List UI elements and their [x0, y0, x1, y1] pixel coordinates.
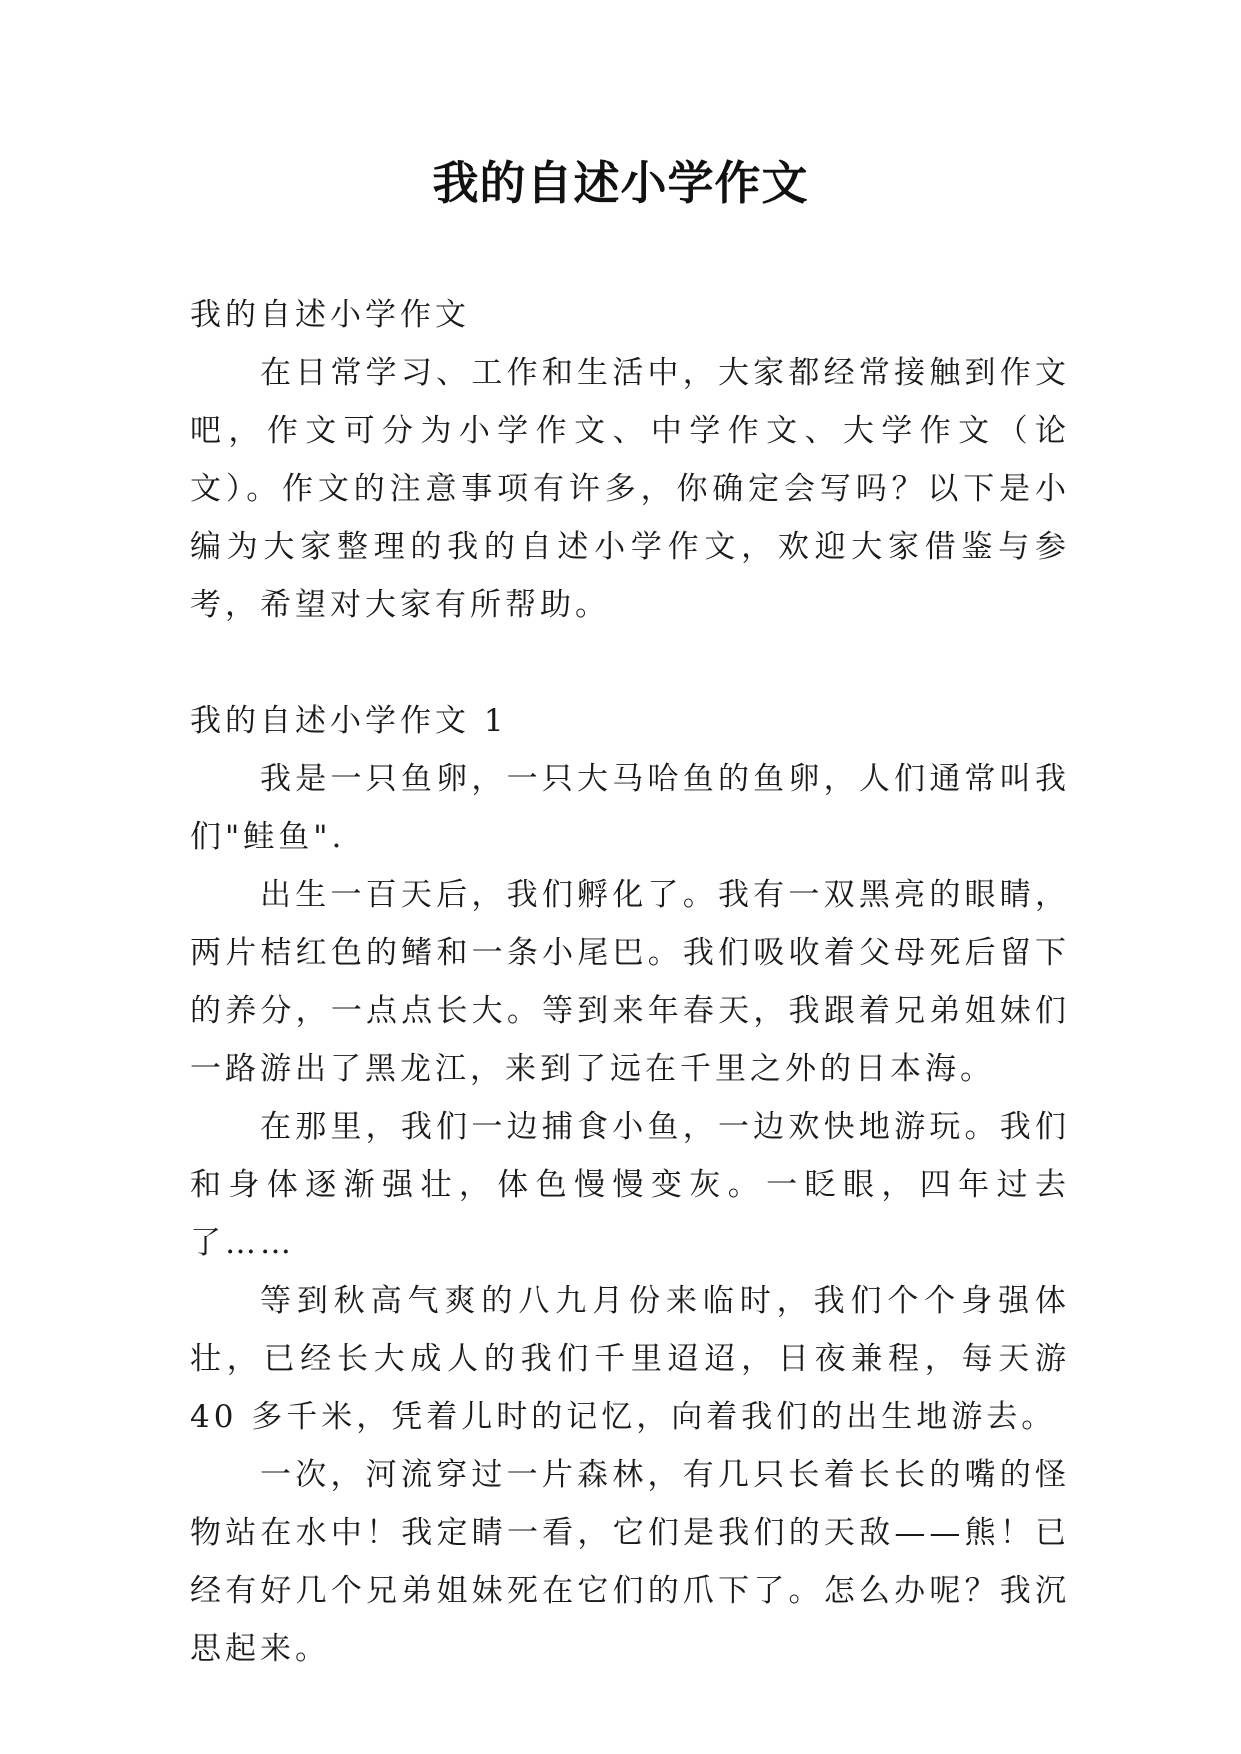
document-title: 我的自述小学作文 — [432, 156, 809, 210]
intro-paragraph: 在日常学习、工作和生活中，大家都经常接触到作文吧，作文可分为小学作文、中学作文、大学作文（论文）。作文的注意事项有许多，你确定会写吗？以下是小编为大家整理的我的自述小学作文，欢迎大家借鉴与参考，希望对大家有所帮助。 — [190, 355, 1070, 623]
document-body — [190, 286, 1070, 1678]
paragraph-1: 我是一只鱼卵，一只大马哈鱼的鱼卵，人们通常叫我们"鲑鱼". — [190, 761, 1070, 855]
section-heading: 我的自述小学作文 1 — [190, 703, 508, 739]
intro-heading: 我的自述小学作文 — [190, 297, 470, 333]
paragraph-3: 在那里，我们一边捕食小鱼，一边欢快地游玩。我们和身体逐渐强壮，体色慢慢变灰。一眨眼，四年过去了…… — [190, 1109, 1070, 1261]
paragraph-2: 出生一百天后，我们孵化了。我有一双黑亮的眼睛，两片桔红色的鳍和一条小尾巴。我们吸收着父母死后留下的养分，一点点长大。等到来年春天，我跟着兄弟姐妹们一路游出了黑龙江，来到了远在千里之外的日本海。 — [190, 877, 1070, 1087]
paragraph-4: 等到秋高气爽的八九月份来临时，我们个个身强体壮，已经长大成人的我们千里迢迢，日夜兼程，每天游 40 多千米，凭着儿时的记忆，向着我们的出生地游去。 — [190, 1283, 1070, 1435]
section-spacer — [190, 634, 1070, 692]
paragraph-5: 一次，河流穿过一片森林，有几只长着长长的嘴的怪物站在水中！我定睛一看，它们是我们的天敌——熊！已经有好几个兄弟姐妹死在它们的爪下了。怎么办呢？我沉思起来。 — [190, 1457, 1070, 1667]
